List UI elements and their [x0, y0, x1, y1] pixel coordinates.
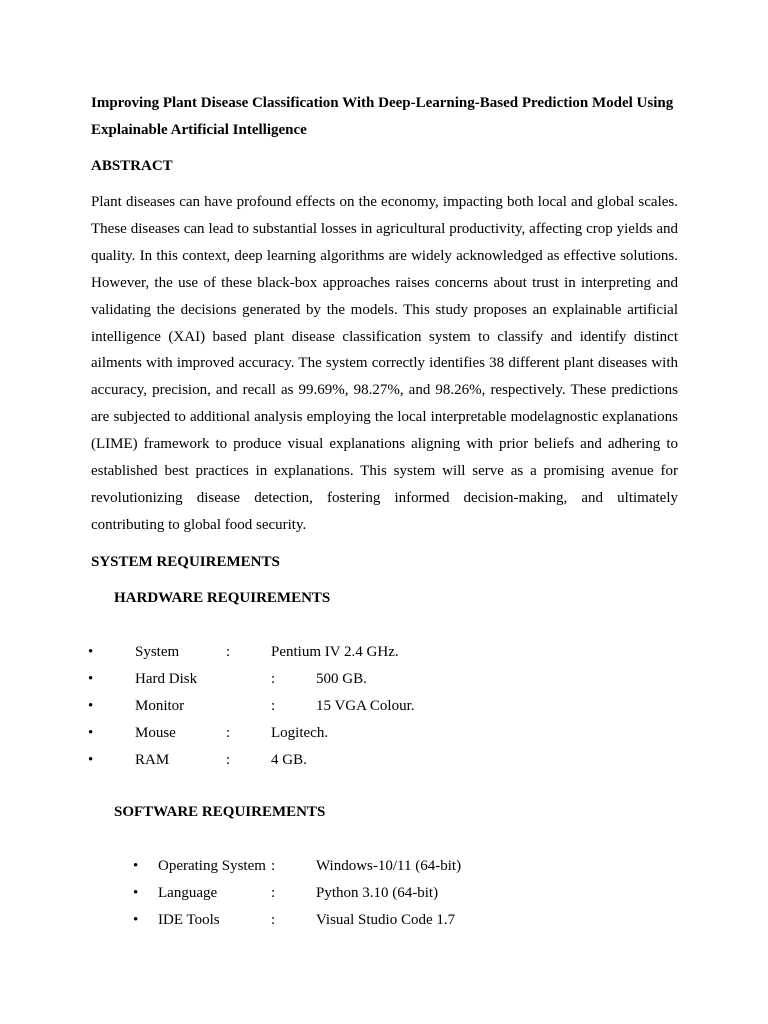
software-item-name: Operating System: [158, 858, 266, 874]
document-title: Improving Plant Disease Classification With Deep-Learning-Based Prediction Model Using Explainable Artificial Intelligence: [91, 95, 674, 138]
bullet-icon: •: [88, 725, 94, 741]
hardware-item-value: 500 GB.: [316, 671, 367, 687]
hardware-item-separator: :: [226, 644, 231, 660]
hardware-item-value: 4 GB.: [271, 752, 307, 768]
software-item-name: IDE Tools: [158, 912, 220, 928]
software-item-separator: :: [271, 912, 276, 928]
bullet-icon: •: [133, 885, 139, 901]
hardware-item-name: Hard Disk: [135, 671, 198, 687]
software-item-value: Visual Studio Code 1.7: [316, 912, 456, 928]
software-item-value: Windows-10/11 (64-bit): [316, 858, 462, 874]
hardware-requirements-heading: HARDWARE REQUIREMENTS: [114, 590, 331, 606]
hardware-item-name: RAM: [135, 752, 170, 768]
hardware-item-system: [88, 639, 488, 665]
hardware-item-separator: :: [271, 698, 276, 714]
hardware-item-monitor: [88, 693, 488, 719]
hardware-item-ram: [88, 747, 488, 773]
software-item-separator: :: [271, 858, 276, 874]
hardware-item-separator: :: [226, 725, 231, 741]
hardware-item-separator: :: [226, 752, 231, 768]
software-item-operating-system: [133, 853, 533, 879]
hardware-item-name: Monitor: [135, 698, 185, 714]
bullet-icon: •: [88, 644, 94, 660]
hardware-item-value: Logitech.: [271, 725, 329, 741]
software-item-value: Python 3.10 (64-bit): [316, 885, 439, 901]
abstract-heading: ABSTRACT: [91, 158, 173, 174]
hardware-item-name: System: [135, 644, 180, 660]
software-item-language: [133, 880, 533, 906]
software-item-name: Language: [158, 885, 218, 901]
hardware-item-separator: :: [271, 671, 276, 687]
hardware-item-hard-disk: [88, 666, 488, 692]
bullet-icon: •: [133, 912, 139, 928]
software-item-separator: :: [271, 885, 276, 901]
system-requirements-heading: SYSTEM REQUIREMENTS: [91, 554, 280, 570]
bullet-icon: •: [88, 752, 94, 768]
bullet-icon: •: [88, 671, 94, 687]
bullet-icon: •: [88, 698, 94, 714]
hardware-item-value: Pentium IV 2.4 GHz.: [271, 644, 399, 660]
hardware-item-name: Mouse: [135, 725, 176, 741]
software-requirements-heading: SOFTWARE REQUIREMENTS: [114, 804, 326, 820]
abstract-paragraph: Plant diseases can have profound effects on the economy, impacting both local and global scales. These diseases can lead to substantial losses in agricultural productivity, affecting crop yields and quality. In this context, deep learning algorithms are widely acknowledged as effective solutions. However, the use of these black-box approaches raises concerns about trust in interpreting and validating the decisions generated by the models. This study proposes an explainable artificial intelligence (XAI) based plant disease classification system to classify and identify distinct ailments with improved accuracy. The system correctly identifies 38 different plant diseases with accuracy, precision, and recall as 99.69%, 98.27%, and 98.26%, respectively. These predictions are subjected to additional analysis employing the local interpretable modelagnostic explanations (LIME) framework to produce visual explanations aligning with prior beliefs and adhering to established best practices in explanations. This system will serve as a promising avenue for revolutionizing disease detection, fostering informed decision-making, and ultimately contributing to global food security.: [91, 194, 678, 533]
hardware-item-mouse: [88, 720, 488, 746]
hardware-item-value: 15 VGA Colour.: [316, 698, 415, 714]
software-item-ide-tools: [133, 907, 533, 933]
bullet-icon: •: [133, 858, 139, 874]
